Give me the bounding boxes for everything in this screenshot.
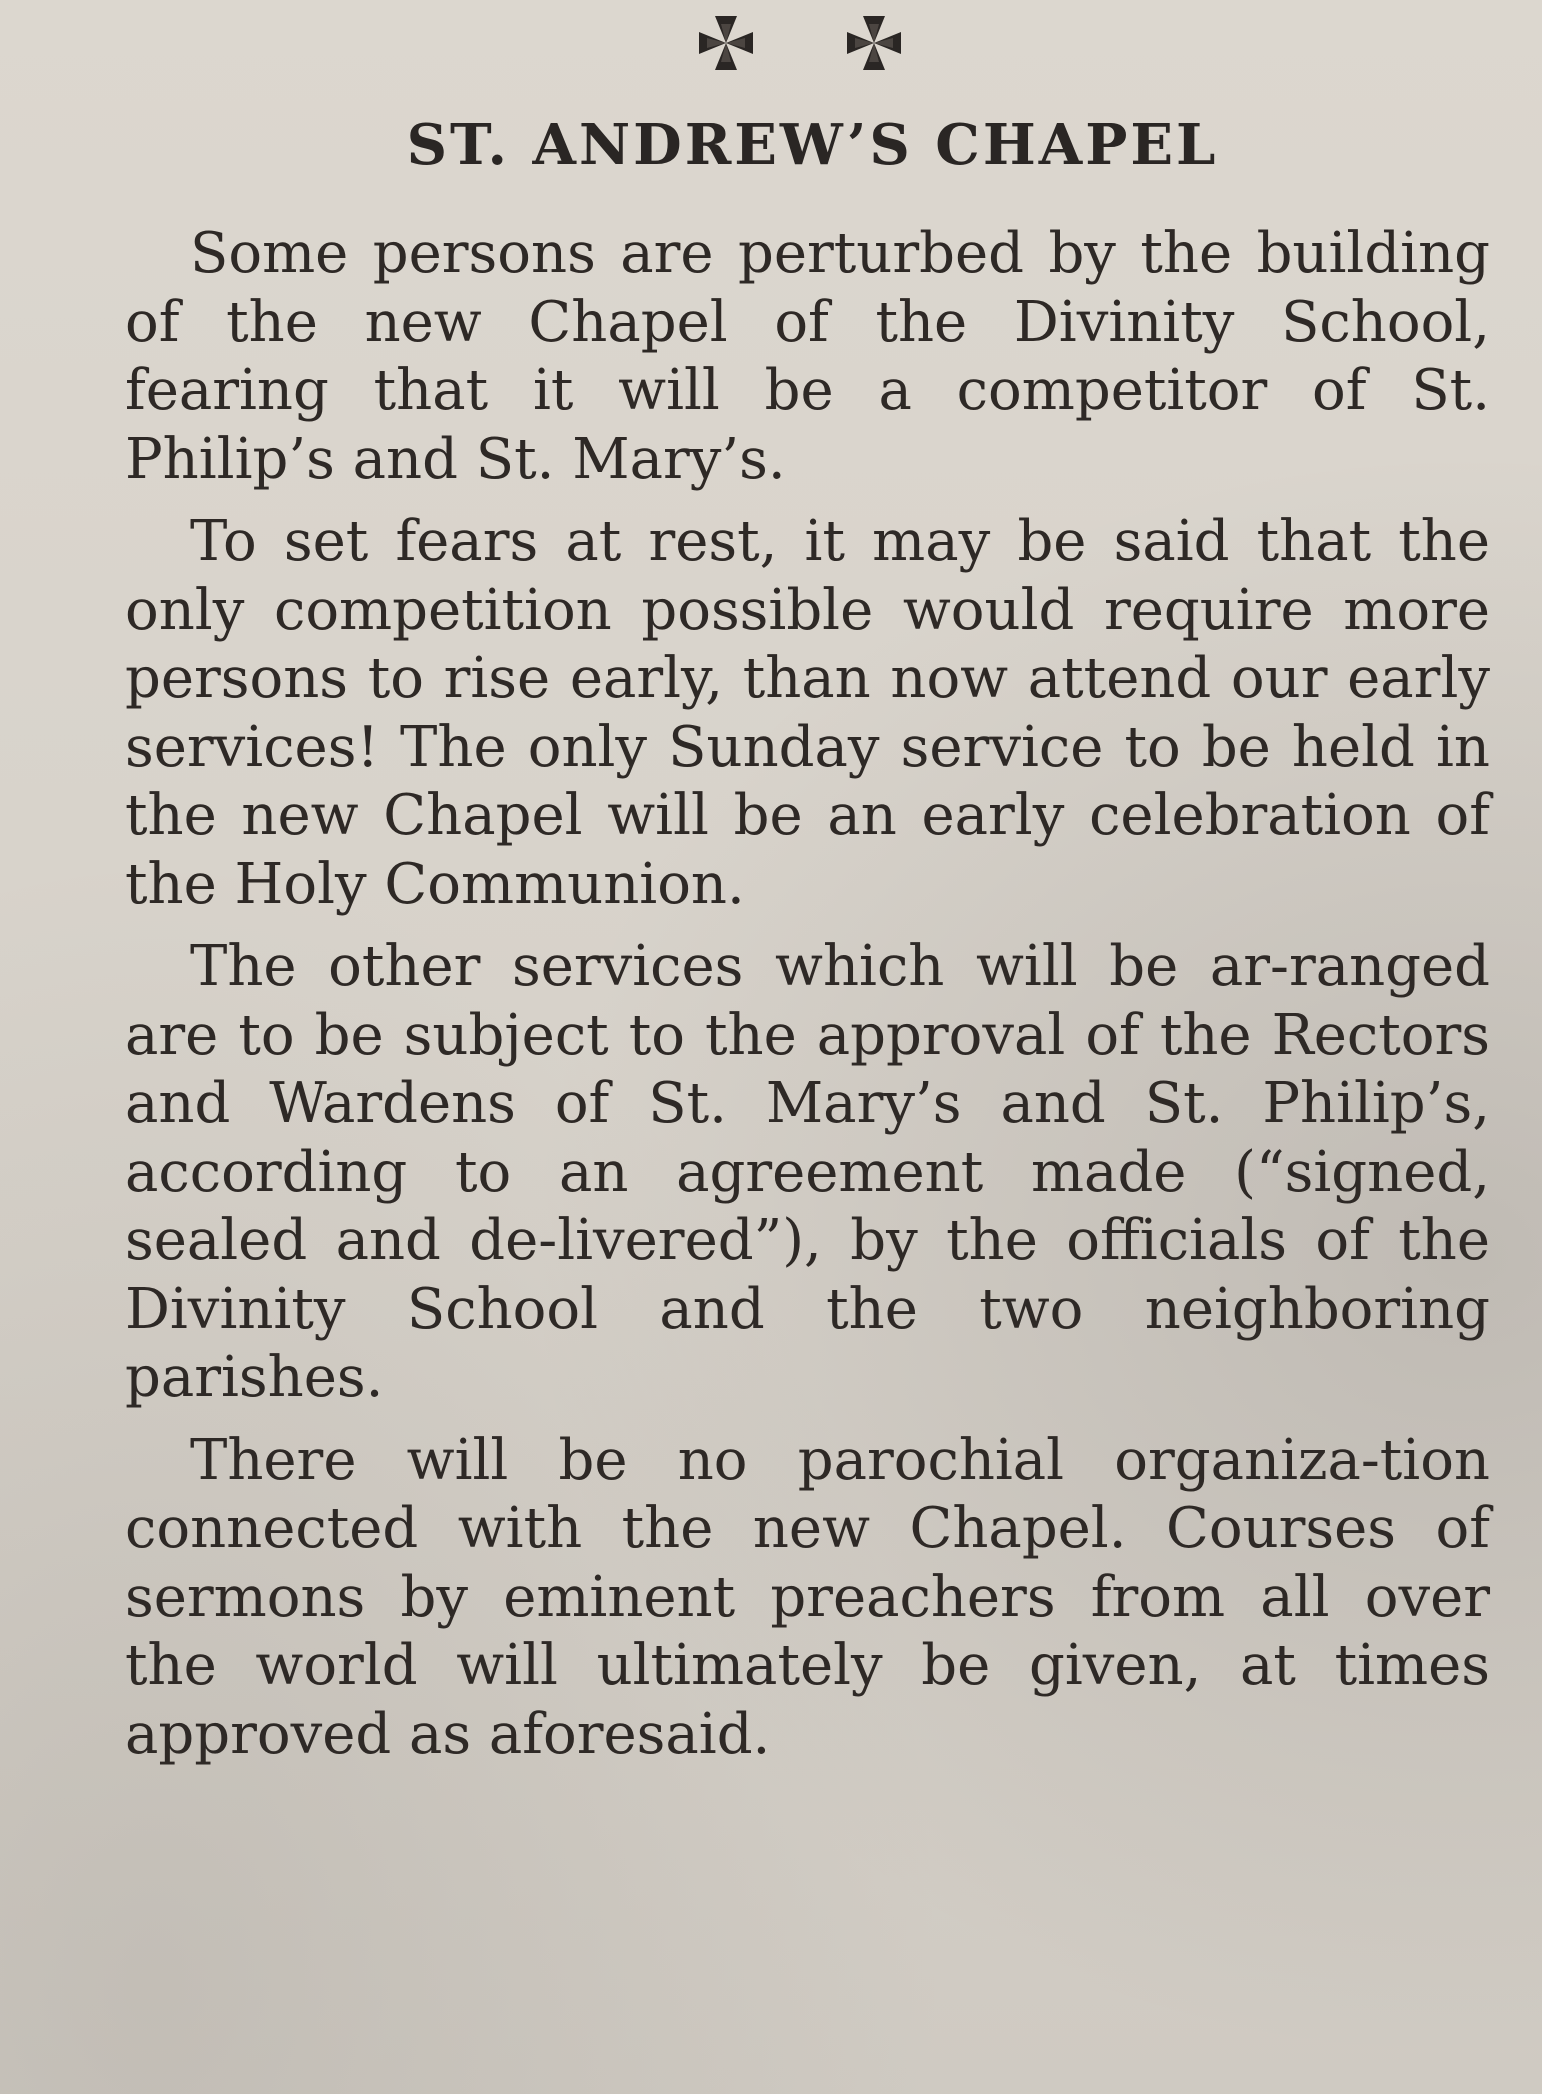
paragraph: Some persons are perturbed by the building of the new Chapel of the Divinity School, fearing that it will be a competitor of St. Philip’s and St. Mary’s. <box>125 221 1490 492</box>
article-body <box>125 220 1490 1769</box>
article-title: ST. ANDREW’S CHAPEL <box>406 112 1219 178</box>
document-page <box>125 0 1500 2094</box>
paragraph: The other services which will be ar-ranged are to be subject to the approval of the Rectors and Wardens of St. Mary’s and St. Philip’s, according to an agreement made (“signed, sealed and de-livered”), by the officials of the Divinity School and the two neighboring parishes. <box>125 934 1490 1410</box>
paragraph: To set fears at rest, it may be said that the only competition possible would require more persons to rise early, than now attend our early services! The only Sunday service to be held in the new Chapel will be an early celebration of the Holy Communion. <box>125 509 1490 917</box>
cross-pattee-icon <box>695 12 757 74</box>
ornament-row <box>695 12 905 74</box>
cross-pattee-icon <box>843 12 905 74</box>
paragraph: There will be no parochial organiza-tion connected with the new Chapel. Courses of sermons by eminent preachers from all over the world will ultimately be given, at times approved as aforesaid. <box>125 1427 1490 1767</box>
